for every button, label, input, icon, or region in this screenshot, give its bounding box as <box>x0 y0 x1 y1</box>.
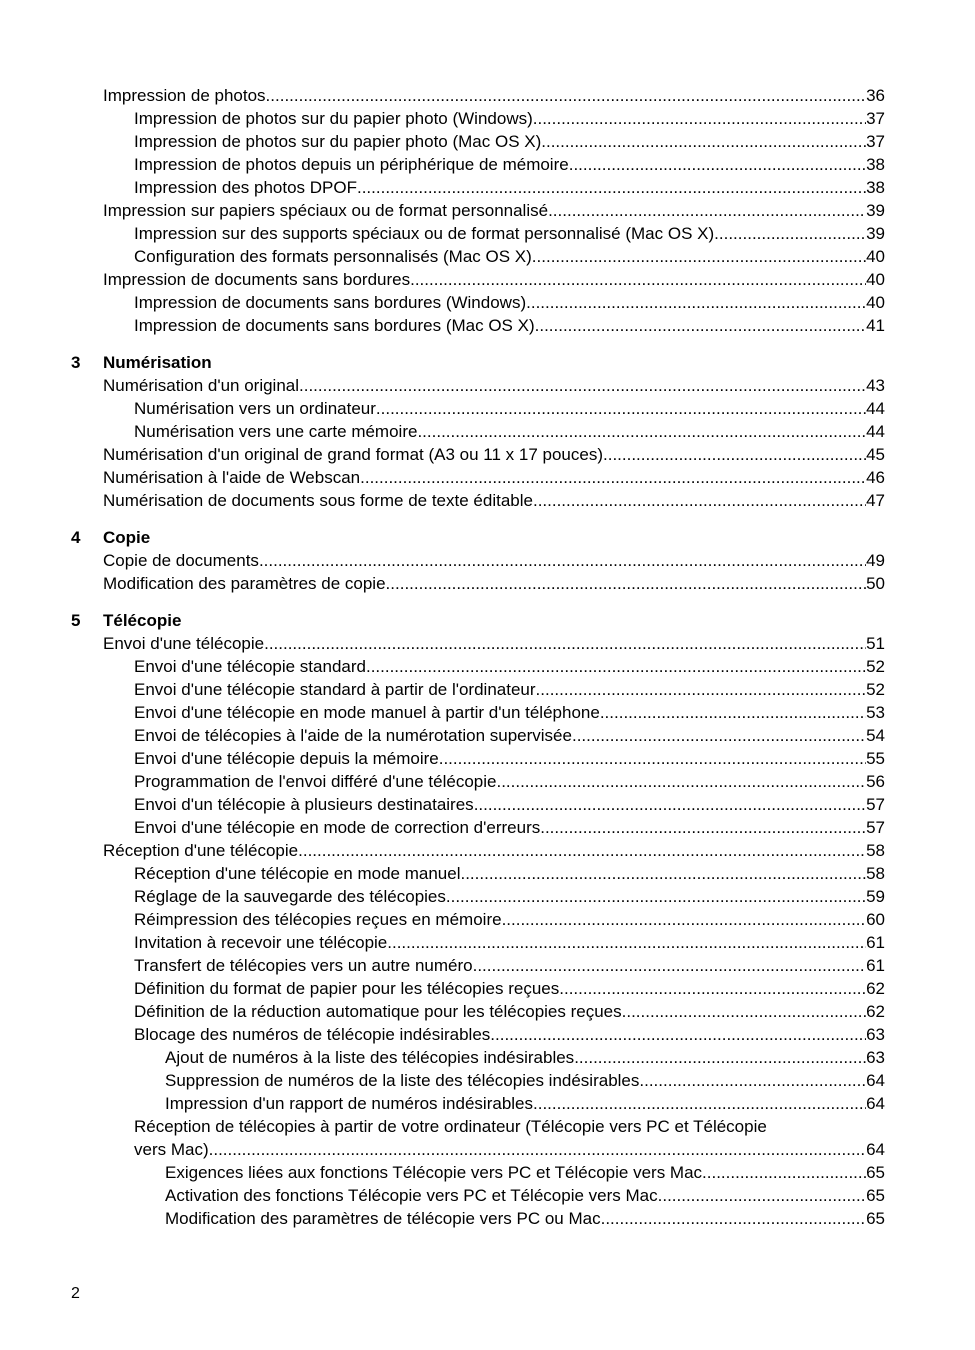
dot-leader <box>533 107 866 130</box>
toc-page-number: 61 <box>866 933 885 952</box>
toc-page-number: 62 <box>866 1002 885 1021</box>
toc-entry-title: Définition du format de papier pour les télécopies reçues <box>134 979 560 998</box>
toc-page-number: 64 <box>866 1071 885 1090</box>
toc-entry-title: Numérisation vers une carte mémoire <box>134 422 418 441</box>
dot-leader <box>707 1161 866 1184</box>
page-number: 2 <box>71 1285 80 1302</box>
dot-leader <box>572 724 866 747</box>
toc-page-number: 36 <box>866 86 885 105</box>
toc-page-number: 51 <box>866 634 885 653</box>
dot-leader <box>259 549 866 572</box>
toc-entry[interactable] <box>0 678 975 701</box>
toc-entry[interactable] <box>0 549 975 572</box>
toc-page-number: 57 <box>866 818 885 837</box>
toc-entry-title: Modification des paramètres de copie <box>103 574 386 593</box>
toc-entry-title: Modification des paramètres de télécopie vers PC ou Mac. <box>165 1209 606 1228</box>
toc-entry[interactable] <box>0 84 975 107</box>
toc-entry[interactable] <box>0 908 975 931</box>
toc-page-number: 39 <box>866 201 885 220</box>
dot-leader <box>473 954 866 977</box>
toc-entry-title: Numérisation de documents sous forme de texte éditable <box>103 491 533 510</box>
toc-page-number: 43 <box>866 376 885 395</box>
toc-page-number: 40 <box>866 270 885 289</box>
dot-leader <box>439 747 866 770</box>
dot-leader <box>574 1046 866 1069</box>
dot-leader <box>496 770 866 793</box>
toc-entry-title: Impression d'un rapport de numéros indésirables <box>165 1094 533 1113</box>
toc-entry[interactable] <box>0 374 975 397</box>
toc-entry[interactable] <box>0 885 975 908</box>
toc-entry[interactable] <box>0 1207 975 1230</box>
chapter-number: 3 <box>71 353 81 372</box>
toc-entry-title: Impression de documents sans bordures (Mac OS X) <box>134 316 535 335</box>
dot-leader <box>264 632 866 655</box>
toc-page-number: 54 <box>866 726 885 745</box>
toc-entry[interactable] <box>0 632 975 655</box>
toc-entry-title: Impression de photos depuis un périphérique de mémoire <box>134 155 569 174</box>
toc-page-number: 37 <box>866 109 885 128</box>
toc-entry-title: Envoi d'une télécopie standard à partir de l'ordinateur <box>134 680 536 699</box>
toc-page-number: 40 <box>866 293 885 312</box>
toc-entry-title: Impression de photos <box>103 86 266 105</box>
toc-entry[interactable] <box>0 466 975 489</box>
toc-entry[interactable] <box>0 443 975 466</box>
toc-page-number: 38 <box>866 155 885 174</box>
dot-leader <box>639 1069 866 1092</box>
toc-entry-title: Réception d'une télécopie en mode manuel <box>134 864 461 883</box>
toc-entry-title: Programmation de l'envoi différé d'une télécopie <box>134 772 497 791</box>
dot-leader <box>541 130 866 153</box>
toc-entry-title: Impression de photos sur du papier photo (Mac OS X) <box>134 132 542 151</box>
toc-entry-title: Activation des fonctions Télécopie vers PC et Télécopie vers Mac. <box>165 1186 663 1205</box>
toc-entry[interactable] <box>0 489 975 512</box>
dot-leader <box>535 314 866 337</box>
table-of-contents <box>0 84 975 1230</box>
dot-leader <box>540 816 866 839</box>
toc-page-number: 58 <box>866 841 885 860</box>
toc-entry[interactable] <box>0 1046 975 1069</box>
toc-page-number: 65 <box>866 1209 885 1228</box>
dot-leader <box>376 397 866 420</box>
toc-page-number: 53 <box>866 703 885 722</box>
toc-entry[interactable] <box>0 130 975 153</box>
toc-entry[interactable] <box>0 291 975 314</box>
toc-entry[interactable] <box>0 222 975 245</box>
toc-entry-title: Impression de documents sans bordures (Windows) <box>134 293 527 312</box>
dot-leader <box>417 420 866 443</box>
toc-entry-title: Envoi d'une télécopie depuis la mémoire <box>134 749 439 768</box>
dot-leader <box>299 374 866 397</box>
toc-entry[interactable] <box>0 816 975 839</box>
dot-leader <box>714 222 866 245</box>
dot-leader <box>410 268 866 291</box>
toc-page-number: 65 <box>866 1186 885 1205</box>
toc-entry[interactable] <box>0 954 975 977</box>
dot-leader <box>533 1092 866 1115</box>
dot-leader <box>209 1138 866 1161</box>
toc-entry-title: Réception de télécopies à partir de votre ordinateur (Télécopie vers PC et Télécopie <box>134 1117 767 1136</box>
toc-page-number: 47 <box>866 491 885 510</box>
toc-entry[interactable] <box>0 1000 975 1023</box>
toc-entry[interactable] <box>0 314 975 337</box>
toc-entry[interactable] <box>0 977 975 1000</box>
toc-page-number: 39 <box>866 224 885 243</box>
toc-entry-title: Envoi d'une télécopie <box>103 634 265 653</box>
toc-page-number: 61 <box>866 956 885 975</box>
chapter-title: Télécopie <box>103 611 182 630</box>
toc-entry-title: Réglage de la sauvegarde des télécopies <box>134 887 446 906</box>
dot-leader <box>490 1023 866 1046</box>
toc-page-number: 38 <box>866 178 885 197</box>
dot-leader <box>360 466 866 489</box>
dot-leader <box>662 1184 866 1207</box>
toc-page-number: 49 <box>866 551 885 570</box>
toc-entry-title-cont: vers Mac) <box>134 1140 209 1159</box>
toc-page-number: 56 <box>866 772 885 791</box>
dot-leader <box>533 489 866 512</box>
toc-entry-title: Impression de photos sur du papier photo (Windows) <box>134 109 533 128</box>
dot-leader <box>446 885 866 908</box>
toc-entry[interactable] <box>0 107 975 130</box>
toc-entry[interactable] <box>0 1184 975 1207</box>
chapter-title: Numérisation <box>103 353 212 372</box>
toc-entry[interactable] <box>0 420 975 443</box>
dot-leader <box>603 443 866 466</box>
chapter-number: 4 <box>71 528 81 547</box>
toc-entry[interactable] <box>0 931 975 954</box>
toc-entry-title: Numérisation vers un ordinateur <box>134 399 376 418</box>
toc-entry[interactable] <box>0 747 975 770</box>
dot-leader <box>526 291 866 314</box>
toc-page-number: 65 <box>866 1163 885 1182</box>
dot-leader <box>298 839 866 862</box>
chapter-title: Copie <box>103 528 151 547</box>
toc-entry-title: Réception d'une télécopie <box>103 841 299 860</box>
dot-leader <box>386 572 867 595</box>
toc-page-number: 50 <box>866 574 885 593</box>
dot-leader <box>366 655 866 678</box>
dot-leader <box>474 793 866 816</box>
dot-leader <box>532 245 866 268</box>
chapter-heading <box>0 351 975 374</box>
dot-leader <box>605 1207 866 1230</box>
toc-page-number: 52 <box>866 657 885 676</box>
toc-entry[interactable] <box>0 153 975 176</box>
toc-page-number: 59 <box>866 887 885 906</box>
toc-page-number: 57 <box>866 795 885 814</box>
toc-page-number: 55 <box>866 749 885 768</box>
toc-page-number: 41 <box>866 316 885 335</box>
toc-page-number: 44 <box>866 399 885 418</box>
toc-page-number: 46 <box>866 468 885 487</box>
toc-entry-title: Envoi d'une télécopie en mode manuel à partir d'un téléphone <box>134 703 600 722</box>
chapter-heading <box>0 526 975 549</box>
dot-leader <box>559 977 866 1000</box>
toc-entry[interactable] <box>0 1092 975 1115</box>
toc-entry-title: Impression sur des supports spéciaux ou de format personnalisé (Mac OS X) <box>134 224 715 243</box>
toc-entry[interactable] <box>0 839 975 862</box>
dot-leader <box>536 678 867 701</box>
toc-entry-title: Réimpression des télécopies reçues en mémoire <box>134 910 502 929</box>
toc-page-number: 62 <box>866 979 885 998</box>
dot-leader <box>622 1000 866 1023</box>
toc-entry[interactable] <box>0 1115 975 1161</box>
toc-page-number: 63 <box>866 1025 885 1044</box>
toc-page-number: 37 <box>866 132 885 151</box>
toc-entry[interactable] <box>0 770 975 793</box>
toc-entry-title: Ajout de numéros à la liste des télécopies indésirables <box>165 1048 575 1067</box>
dot-leader <box>548 199 866 222</box>
toc-page-number: 60 <box>866 910 885 929</box>
toc-entry[interactable] <box>0 1161 975 1184</box>
dot-leader <box>569 153 866 176</box>
toc-entry-title: Blocage des numéros de télécopie indésirables <box>134 1025 491 1044</box>
dot-leader <box>502 908 867 931</box>
dot-leader <box>266 84 867 107</box>
toc-page-number: 45 <box>866 445 885 464</box>
toc-entry-title: Envoi de télécopies à l'aide de la numérotation supervisée <box>134 726 572 745</box>
toc-entry[interactable] <box>0 245 975 268</box>
toc-page-number: 64 <box>866 1094 885 1113</box>
chapter-heading <box>0 609 975 632</box>
toc-page-number: 58 <box>866 864 885 883</box>
toc-entry-title: Impression des photos DPOF <box>134 178 357 197</box>
toc-entry-title: Définition de la réduction automatique pour les télécopies reçues <box>134 1002 622 1021</box>
toc-entry-title: Impression sur papiers spéciaux ou de format personnalisé <box>103 201 549 220</box>
chapter-number: 5 <box>71 611 81 630</box>
toc-entry[interactable] <box>0 572 975 595</box>
dot-leader <box>600 701 866 724</box>
toc-entry[interactable] <box>0 1069 975 1092</box>
toc-entry[interactable] <box>0 701 975 724</box>
toc-entry-title: Envoi d'une télécopie en mode de correction d'erreurs <box>134 818 541 837</box>
toc-entry-title: Numérisation d'un original de grand format (A3 ou 11 x 17 pouces) <box>103 445 603 464</box>
toc-page-number: 63 <box>866 1048 885 1067</box>
toc-entry-title: Numérisation d'un original <box>103 376 300 395</box>
toc-entry[interactable] <box>0 199 975 222</box>
toc-entry-title: Configuration des formats personnalisés (Mac OS X) <box>134 247 532 266</box>
toc-entry-title: Invitation à recevoir une télécopie <box>134 933 388 952</box>
toc-page-number: 64 <box>866 1140 885 1159</box>
dot-leader <box>387 931 866 954</box>
toc-page-number: 44 <box>866 422 885 441</box>
dot-leader <box>460 862 866 885</box>
toc-entry-title: Transfert de télécopies vers un autre numéro <box>134 956 473 975</box>
toc-entry[interactable] <box>0 268 975 291</box>
toc-entry-title: Exigences liées aux fonctions Télécopie vers PC et Télécopie vers Mac. <box>165 1163 707 1182</box>
toc-entry[interactable] <box>0 176 975 199</box>
dot-leader <box>357 176 866 199</box>
toc-entry[interactable] <box>0 397 975 420</box>
toc-entry[interactable] <box>0 724 975 747</box>
toc-page-number: 52 <box>866 680 885 699</box>
toc-entry-title: Impression de documents sans bordures <box>103 270 411 289</box>
toc-entry-title: Numérisation à l'aide de Webscan <box>103 468 361 487</box>
toc-entry-title: Suppression de numéros de la liste des télécopies indésirables <box>165 1071 640 1090</box>
toc-entry[interactable] <box>0 655 975 678</box>
toc-entry-title: Envoi d'une télécopie standard <box>134 657 366 676</box>
toc-entry[interactable] <box>0 793 975 816</box>
toc-page-number: 40 <box>866 247 885 266</box>
toc-entry-title: Envoi d'un télécopie à plusieurs destinataires <box>134 795 474 814</box>
toc-entry-title: Copie de documents <box>103 551 259 570</box>
toc-entry[interactable] <box>0 1023 975 1046</box>
toc-entry[interactable] <box>0 862 975 885</box>
